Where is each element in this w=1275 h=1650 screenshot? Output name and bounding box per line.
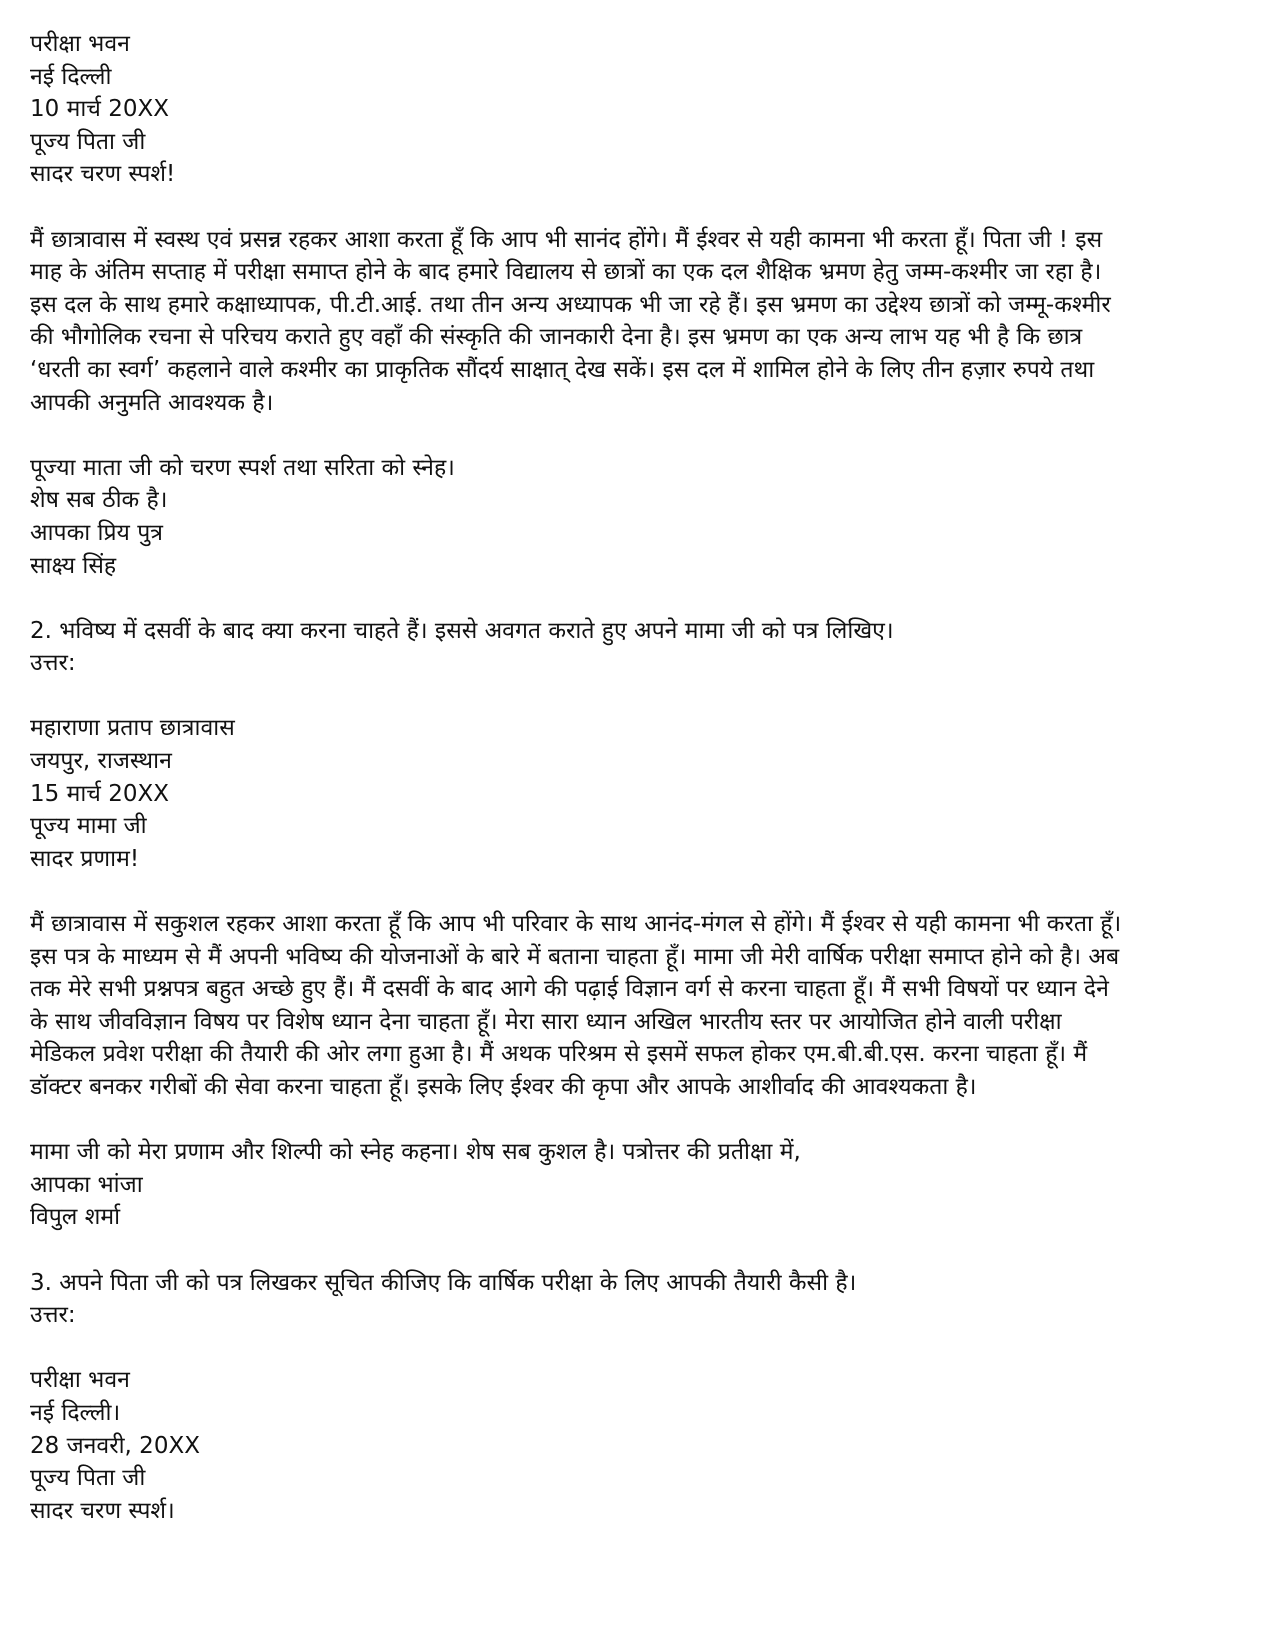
closing-line: आपका प्रिय पुत्र: [30, 519, 163, 546]
letter-body: [30, 908, 1260, 1104]
letter-date: 15 मार्च 20XX: [30, 780, 169, 807]
answer-label: उत्तर:: [30, 650, 76, 677]
salutation: [30, 126, 1260, 191]
letter-2: [30, 712, 1260, 1234]
body-line: तक मेरे सभी प्रश्नपत्र बहुत अच्छे हुए हैं। मैं दसवीं के बाद आगे की पढ़ाई विज्ञान वर्ग से करना चाहता हूँ। मैं सभी विषयों पर ध्यान देने: [30, 976, 1109, 1003]
body-line: के साथ जीवविज्ञान विषय पर विशेष ध्यान देना चाहता हूँ। मेरा सारा ध्यान अखिल भारतीय स्तर पर आयोजित होने वाली परीक्षा: [30, 1008, 1062, 1035]
address-line: महाराणा प्रताप छात्रावास: [30, 715, 235, 742]
salutation-line: सादर चरण स्पर्श!: [30, 161, 176, 188]
salutation-line: सादर चरण स्पर्श।: [30, 1497, 175, 1524]
salutation-line: पूज्य पिता जी: [30, 1465, 146, 1492]
body-line: मेडिकल प्रवेश परीक्षा की तैयारी की ओर लगा हुआ है। मैं अथक परिश्रम से इसमें सफल होकर एम.बी.बी.एस. करना चाहता हूँ। मैं: [30, 1041, 1088, 1068]
answer-label: उत्तर:: [30, 1302, 76, 1329]
letter-closing: [30, 452, 1260, 582]
salutation: [30, 810, 1260, 875]
address-line: परीक्षा भवन: [30, 31, 130, 57]
letter-3: [30, 1364, 1260, 1527]
body-line: इस पत्र के माध्यम से मैं अपनी भविष्य की योजनाओं के बारे में बताना चाहता हूँ। मामा जी मेरी वार्षिक परीक्षा समाप्त होने को है। अब: [30, 943, 1120, 970]
salutation: [30, 1462, 1260, 1527]
closing-line: आपका भांजा: [30, 1171, 143, 1198]
body-line: माह के अंतिम सप्ताह में परीक्षा समाप्त होने के बाद हमारे विद्यालय से छात्रों का एक दल शैक्षिक भ्रमण हेतु जम्म-कश्मीर जा रहा है।: [30, 259, 1102, 286]
body-line: इस दल के साथ हमारे कक्षाध्यापक, पी.टी.आई. तथा तीन अन्य अध्यापक भी जा रहे हैं। इस भ्रमण का उद्देश्य छात्रों को जम्मू-कश्मीर: [30, 291, 1111, 318]
salutation-line: सादर प्रणाम!: [30, 845, 140, 872]
body-line: ‘धरती का स्वर्ग’ कहलाने वाले कश्मीर का प्राकृतिक सौंदर्य साक्षात् देख सकें। इस दल में शामिल होने के लिए तीन हज़ार रुपये तथा: [30, 356, 1095, 383]
sender-address: [30, 1364, 1260, 1462]
question-2: [30, 615, 1260, 680]
question-text: 3. अपने पिता जी को पत्र लिखकर सूचित कीजिए कि वार्षिक परीक्षा के लिए आपकी तैयारी कैसी है।: [30, 1269, 857, 1296]
body-line: की भौगोलिक रचना से परिचय कराते हुए वहाँ की संस्कृति की जानकारी देना है। इस भ्रमण का एक अन्य लाभ यह भी है कि छात्र: [30, 324, 1083, 351]
body-line: मैं छात्रावास में सकुशल रहकर आशा करता हूँ कि आप भी परिवार के साथ आनंद-मंगल से होंगे। मैं ईश्वर से यही कामना भी करता हूँ।: [30, 911, 1122, 938]
question-3: [30, 1267, 1260, 1332]
sender-address: [30, 712, 1260, 810]
letter-body: [30, 224, 1260, 420]
body-line: आपकी अनुमति आवश्यक है।: [30, 389, 274, 416]
letter-closing: [30, 1136, 1260, 1234]
document-page: [30, 28, 1260, 1527]
letter-1: [30, 28, 1260, 582]
salutation-line: पूज्य मामा जी: [30, 813, 147, 840]
sender-address: [30, 28, 1260, 126]
body-line: मैं छात्रावास में स्वस्थ एवं प्रसन्न रहकर आशा करता हूँ कि आप भी सानंद होंगे। मैं ईश्वर से यही कामना भी करता हूँ। पिता जी ! इस: [30, 226, 1103, 253]
closing-line: मामा जी को मेरा प्रणाम और शिल्पी को स्नेह कहना। शेष सब कुशल है। पत्रोत्तर की प्रतीक्षा में,: [30, 1139, 801, 1166]
letter-date: 28 जनवरी, 20XX: [30, 1432, 200, 1459]
address-line: जयपुर, राजस्थान: [30, 748, 172, 775]
address-line: नई दिल्ली: [30, 63, 112, 90]
question-text: 2. भविष्य में दसवीं के बाद क्या करना चाहते हैं। इससे अवगत कराते हुए अपने मामा जी को पत्र लिखिए।: [30, 617, 894, 644]
salutation-line: पूज्य पिता जी: [30, 128, 146, 155]
signature-name: साक्ष्य सिंह: [30, 552, 117, 579]
closing-line: पूज्या माता जी को चरण स्पर्श तथा सरिता को स्नेह।: [30, 454, 455, 481]
signature-name: विपुल शर्मा: [30, 1204, 121, 1231]
address-line: परीक्षा भवन: [30, 1367, 130, 1394]
letter-date: 10 मार्च 20XX: [30, 96, 169, 123]
closing-line: शेष सब ठीक है।: [30, 487, 168, 514]
body-line: डॉक्टर बनकर गरीबों की सेवा करना चाहता हूँ। इसके लिए ईश्वर की कृपा और आपके आशीर्वाद की आवश्यकता है।: [30, 1074, 977, 1100]
address-line: नई दिल्ली।: [30, 1399, 121, 1426]
